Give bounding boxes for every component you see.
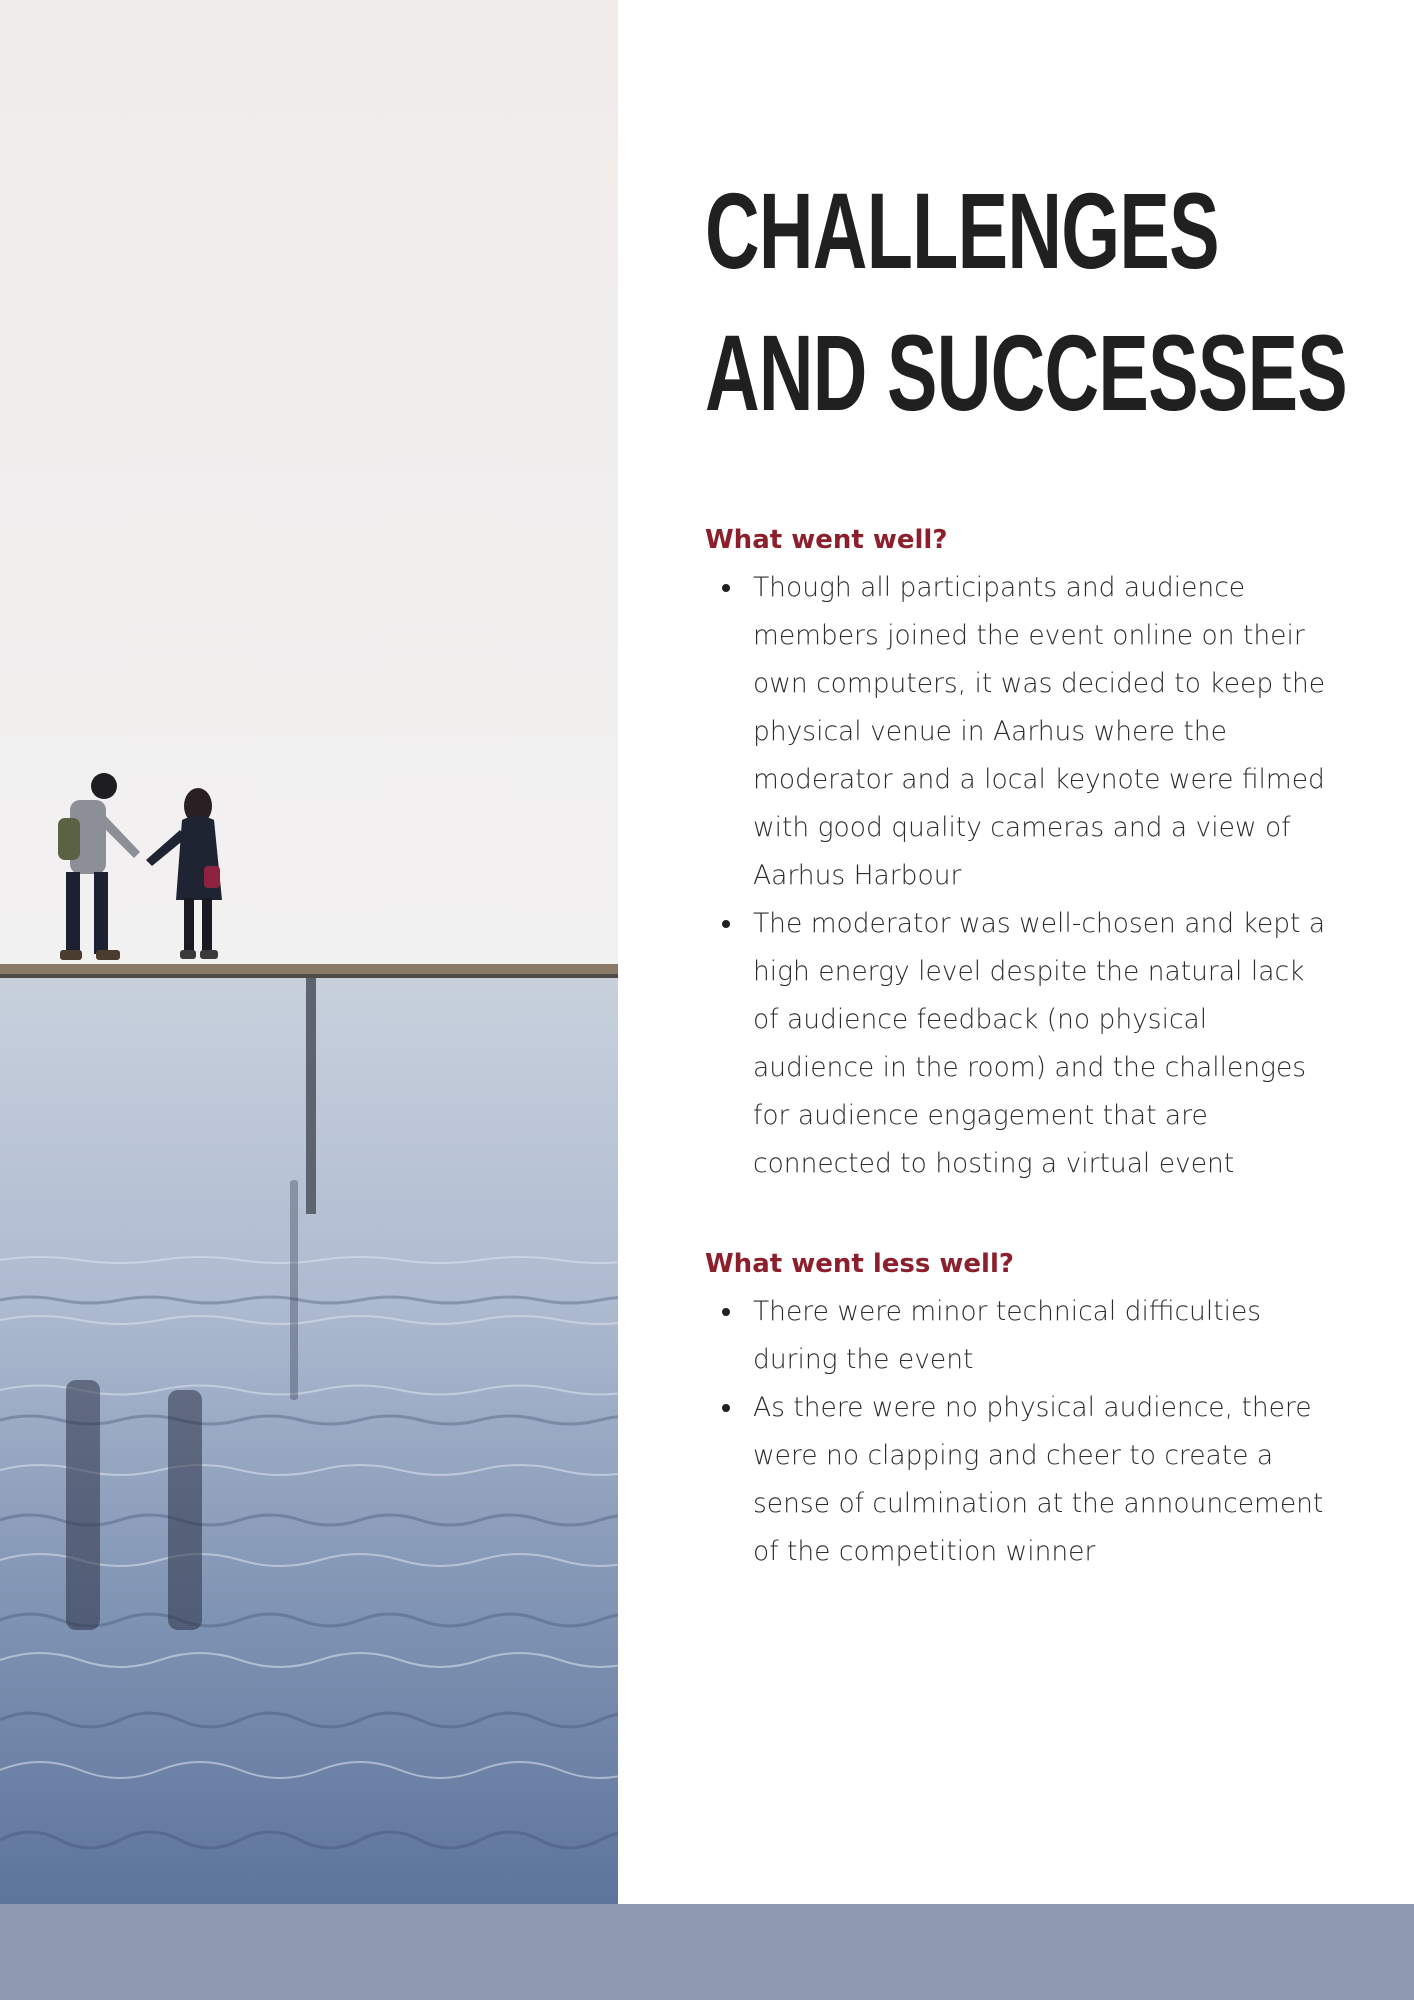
section-heading: What went less well?: [705, 1249, 1014, 1279]
section-went-well: [705, 522, 1335, 1188]
page-title: [705, 160, 1348, 444]
list-item: Though all participants and audience members joined the event online on their own computers, it was decided to keep the physical venue in Aarhus where the moderator and a local keynote were filmed with good quality cameras and a view of Aarhus Harbour: [705, 564, 1335, 900]
pier-couple-illustration: [0, 0, 618, 1904]
list-item: There were minor technical difficulties during the event: [705, 1288, 1335, 1384]
list-item: The moderator was well-chosen and kept a high energy level despite the natural lack of audience feedback (no physical audience in the room) and the challenges for audience engagement that are connected to hosting a virtual event: [705, 900, 1335, 1188]
bullet-list: [705, 564, 1335, 1188]
title-line-2: AND SUCCESSES: [705, 312, 1348, 433]
bullet-list: [705, 1288, 1335, 1576]
section-went-less-well: [705, 1246, 1335, 1576]
section-heading: What went well?: [705, 525, 948, 555]
content-column: [705, 160, 1348, 1576]
hero-photo: [0, 0, 618, 1904]
pier-post: [306, 974, 316, 1214]
footer-band: [0, 1904, 1414, 2000]
pier-deck: [0, 964, 618, 974]
title-line-1: CHALLENGES: [705, 170, 1219, 291]
list-item: As there were no physical audience, there were no clapping and cheer to create a sense of culmination at the announcement of the competition winner: [705, 1384, 1335, 1576]
